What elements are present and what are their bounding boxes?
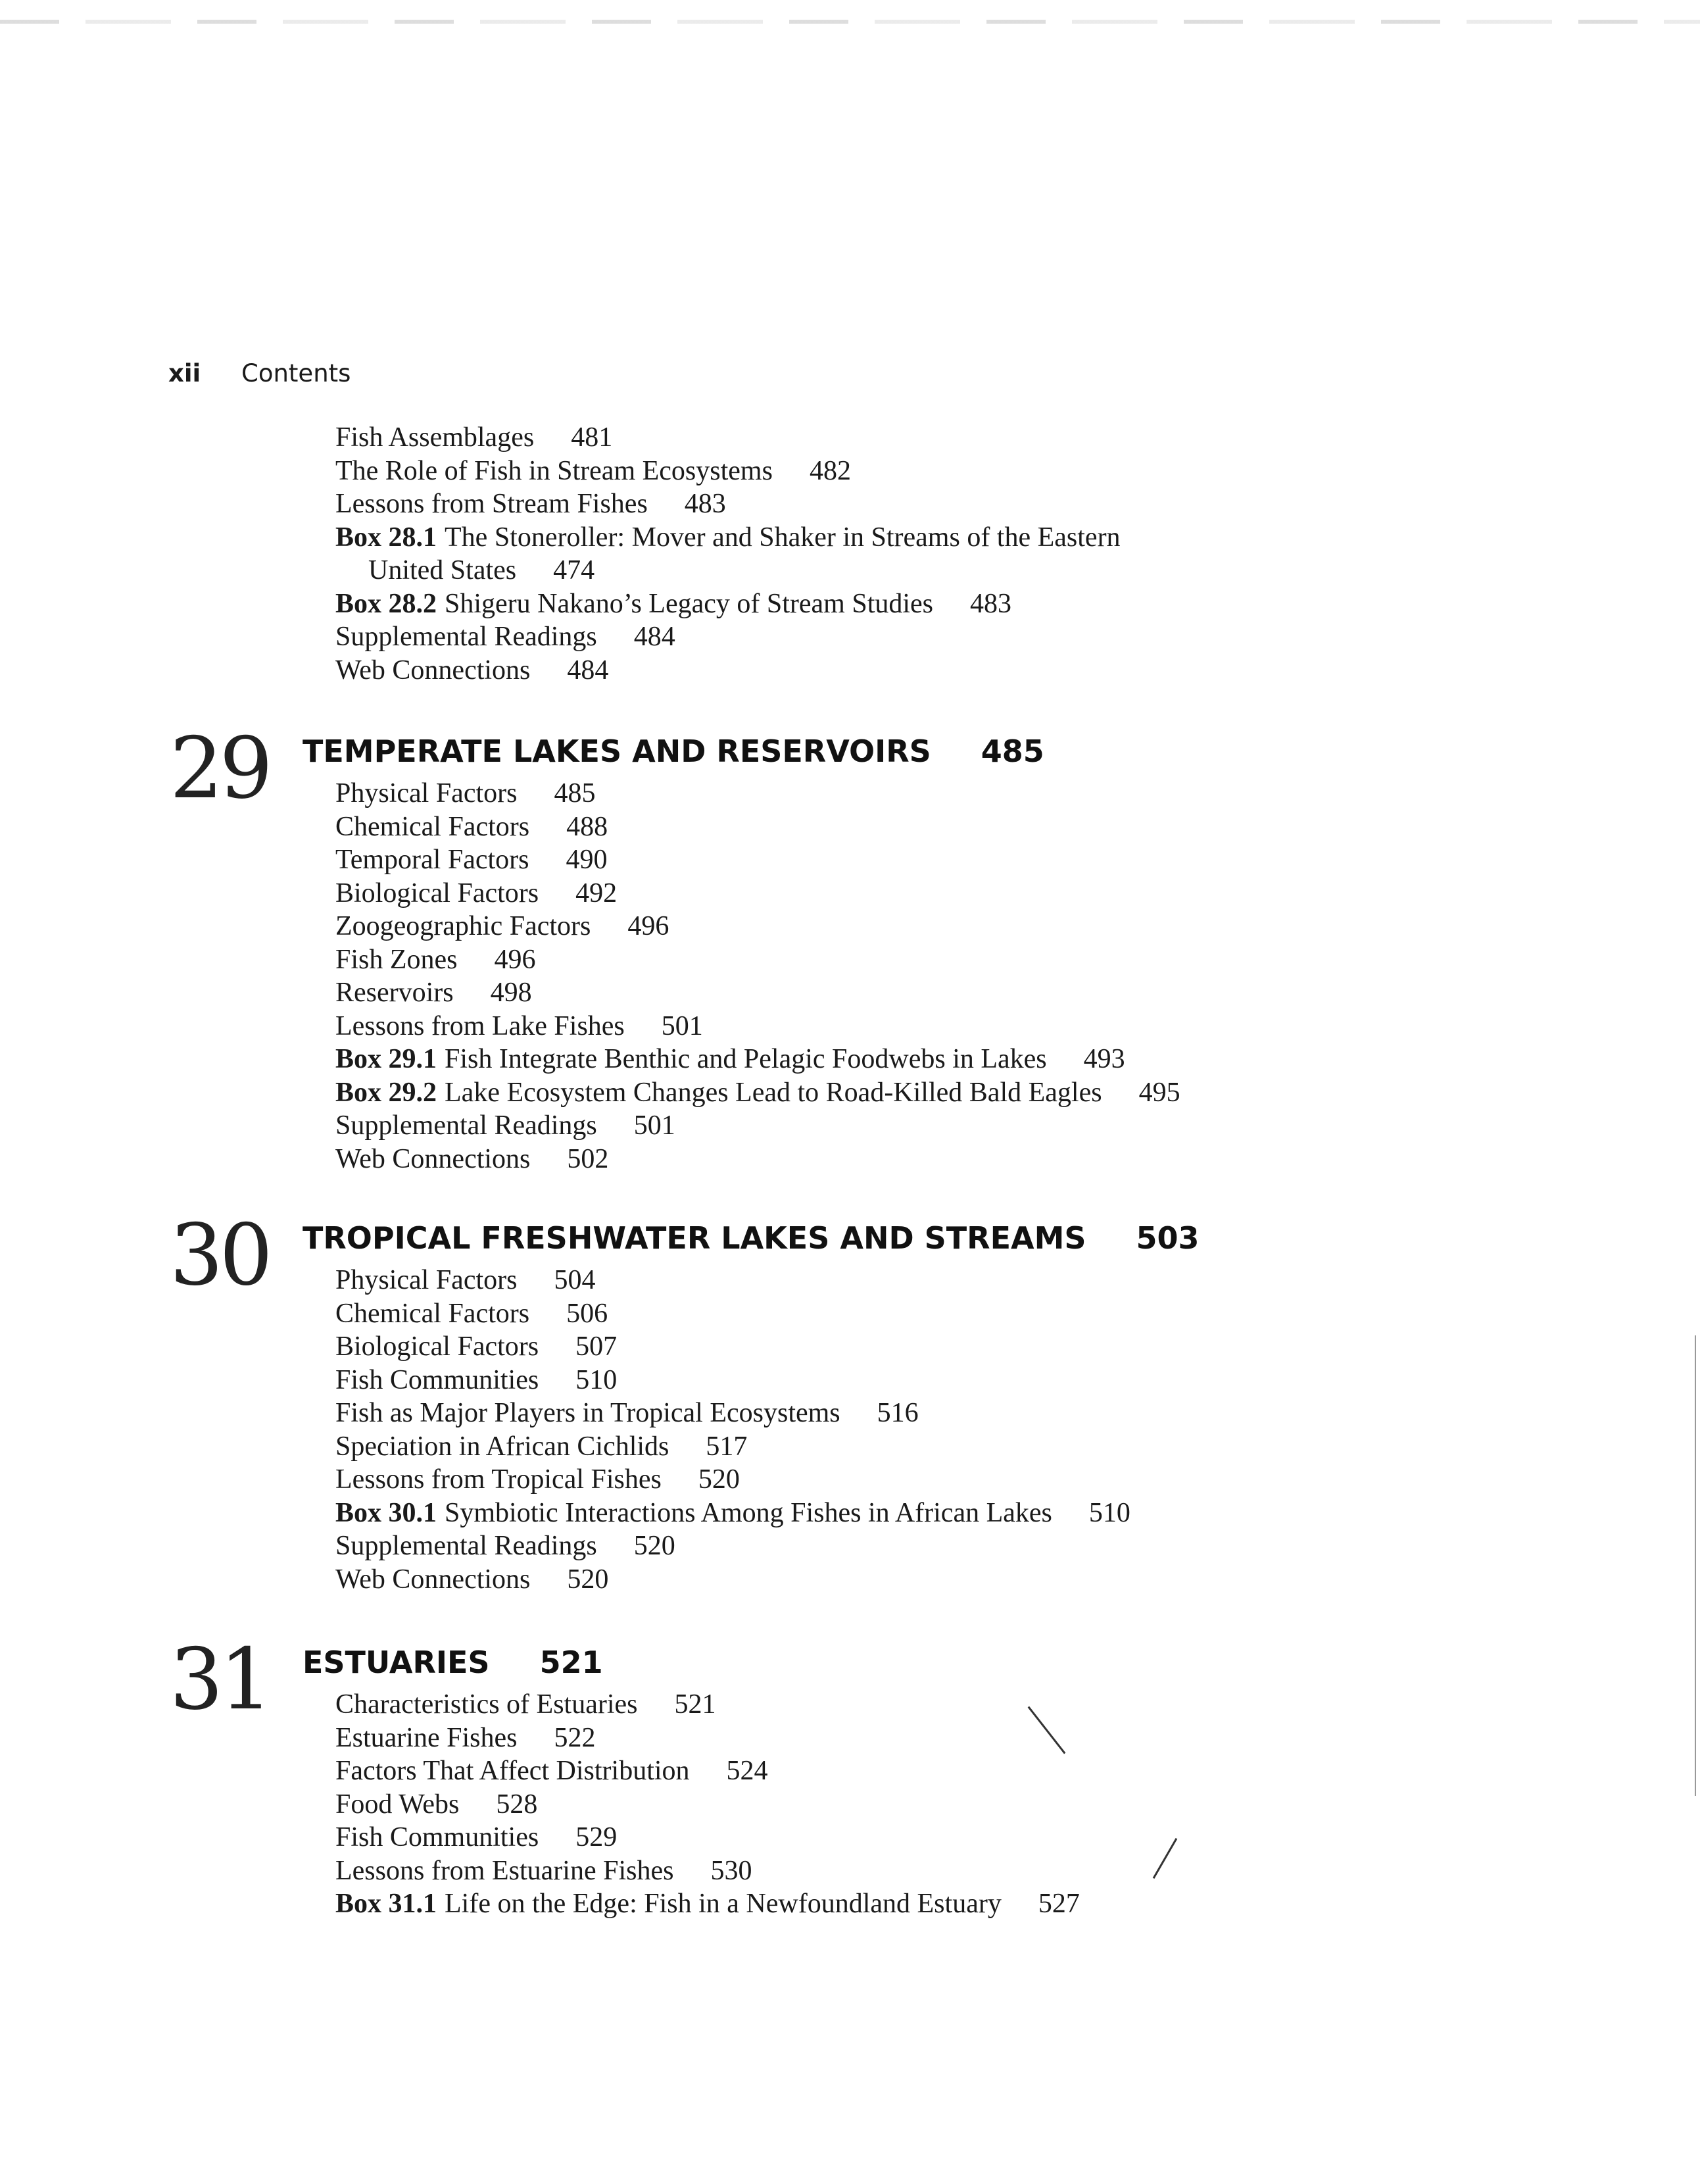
entry-page: 528 bbox=[496, 1789, 538, 1820]
intro-entry-list bbox=[335, 421, 1121, 687]
toc-entry[interactable] bbox=[335, 1529, 1130, 1563]
toc-entry[interactable] bbox=[335, 1143, 1180, 1176]
entry-title: The Stoneroller: Mover and Shaker in Streams of the Eastern bbox=[445, 522, 1121, 553]
entry-page: 520 bbox=[633, 1531, 675, 1561]
toc-entry[interactable] bbox=[335, 910, 1180, 943]
toc-entry[interactable] bbox=[335, 455, 1121, 488]
toc-entry[interactable] bbox=[335, 877, 1180, 910]
entry-title: Estuarine Fishes bbox=[335, 1722, 518, 1753]
chapter-title[interactable] bbox=[303, 1645, 603, 1680]
box-label: Box 28.1 bbox=[335, 522, 437, 553]
entry-page: 496 bbox=[494, 944, 536, 975]
toc-entry[interactable] bbox=[335, 654, 1121, 687]
entry-page: 530 bbox=[710, 1855, 752, 1886]
entry-page: 501 bbox=[661, 1010, 703, 1041]
entry-page: 493 bbox=[1083, 1044, 1125, 1074]
box-entry[interactable] bbox=[335, 1497, 1130, 1530]
entry-page: 481 bbox=[571, 422, 613, 453]
chapter-number: 29 bbox=[170, 720, 269, 818]
scan-edge-line bbox=[1695, 1335, 1696, 1796]
chapter-entry-list bbox=[335, 1264, 1130, 1596]
chapter-title[interactable] bbox=[303, 1220, 1200, 1256]
chapter-number: 31 bbox=[170, 1631, 269, 1729]
entry-page: 504 bbox=[554, 1265, 596, 1295]
entry-title: Fish Zones bbox=[335, 944, 458, 975]
entry-title: Fish Assemblages bbox=[335, 422, 535, 453]
chapter-page: 521 bbox=[539, 1645, 603, 1680]
entry-page: 484 bbox=[567, 655, 609, 685]
toc-entry[interactable] bbox=[335, 620, 1121, 654]
toc-entry[interactable] bbox=[335, 1297, 1130, 1331]
toc-entry[interactable] bbox=[335, 487, 1121, 521]
entry-title: Fish as Major Players in Tropical Ecosystems bbox=[335, 1398, 840, 1428]
box-label: Box 29.1 bbox=[335, 1044, 437, 1074]
entry-title: Chemical Factors bbox=[335, 811, 530, 842]
entry-title: Reservoirs bbox=[335, 978, 454, 1008]
toc-entry[interactable] bbox=[335, 1264, 1130, 1297]
scan-artifact-top bbox=[0, 20, 1700, 24]
entry-title: Fish Communities bbox=[335, 1364, 539, 1395]
entry-page: 496 bbox=[627, 911, 669, 941]
entry-title: Lessons from Estuarine Fishes bbox=[335, 1855, 674, 1886]
entry-page: 529 bbox=[575, 1822, 618, 1852]
entry-title: Fish Integrate Benthic and Pelagic Foodwebs in Lakes bbox=[445, 1044, 1047, 1074]
entry-page: 516 bbox=[877, 1398, 919, 1428]
entry-title: Shigeru Nakano’s Legacy of Stream Studies bbox=[445, 588, 934, 619]
toc-entry[interactable] bbox=[335, 810, 1180, 844]
entry-page: 502 bbox=[567, 1143, 609, 1174]
entry-page: 506 bbox=[566, 1298, 608, 1329]
entry-title: Food Webs bbox=[335, 1789, 460, 1820]
entry-title: Physical Factors bbox=[335, 778, 518, 808]
entry-page: 484 bbox=[633, 622, 675, 652]
entry-title: Biological Factors bbox=[335, 878, 539, 908]
box-entry[interactable] bbox=[335, 521, 1121, 587]
chapter-page: 503 bbox=[1136, 1220, 1200, 1256]
toc-entry[interactable] bbox=[335, 1821, 1080, 1854]
chapter-title-text: TROPICAL FRESHWATER LAKES AND STREAMS bbox=[303, 1220, 1086, 1256]
entry-page: 521 bbox=[674, 1689, 716, 1720]
entry-title: Chemical Factors bbox=[335, 1298, 530, 1329]
toc-entry[interactable] bbox=[335, 421, 1121, 455]
toc-entry[interactable] bbox=[335, 1010, 1180, 1043]
toc-entry[interactable] bbox=[335, 1754, 1080, 1788]
chapter-entry-list bbox=[335, 1688, 1080, 1921]
entry-title: Lessons from Lake Fishes bbox=[335, 1010, 625, 1041]
toc-entry[interactable] bbox=[335, 1430, 1130, 1464]
entry-page: 507 bbox=[575, 1331, 618, 1362]
toc-entry[interactable] bbox=[335, 1854, 1080, 1888]
box-label: Box 28.2 bbox=[335, 588, 437, 619]
box-label: Box 29.2 bbox=[335, 1077, 437, 1108]
intro-entries-block bbox=[335, 421, 1121, 687]
entry-page: 517 bbox=[706, 1431, 748, 1462]
box-label: Box 30.1 bbox=[335, 1497, 437, 1528]
toc-entry[interactable] bbox=[335, 1688, 1080, 1722]
entry-page: 524 bbox=[726, 1756, 768, 1786]
entry-page: 498 bbox=[490, 978, 532, 1008]
running-head bbox=[168, 359, 351, 387]
entry-page: 485 bbox=[554, 778, 596, 808]
entry-page: 474 bbox=[553, 555, 595, 585]
chapter-number: 30 bbox=[170, 1206, 269, 1304]
toc-entry[interactable] bbox=[335, 1364, 1130, 1397]
entry-page: 510 bbox=[575, 1364, 618, 1395]
entry-title: Zoogeographic Factors bbox=[335, 911, 591, 941]
entry-title: Lessons from Stream Fishes bbox=[335, 489, 648, 519]
entry-title: Factors That Affect Distribution bbox=[335, 1756, 690, 1786]
page-folio: xii bbox=[168, 359, 201, 387]
entry-page: 490 bbox=[566, 845, 608, 875]
entry-page: 488 bbox=[566, 811, 608, 842]
entry-title: Supplemental Readings bbox=[335, 1110, 597, 1141]
entry-title: Life on the Edge: Fish in a Newfoundland Estuary bbox=[445, 1889, 1002, 1919]
toc-entry[interactable] bbox=[335, 976, 1180, 1010]
entry-title: Biological Factors bbox=[335, 1331, 539, 1362]
entry-title: Web Connections bbox=[335, 1143, 531, 1174]
box-entry[interactable] bbox=[335, 587, 1121, 621]
chapter-title-text: TEMPERATE LAKES AND RESERVOIRS bbox=[303, 733, 931, 769]
toc-entry[interactable] bbox=[335, 1788, 1080, 1822]
toc-entry[interactable] bbox=[335, 1109, 1180, 1143]
entry-title: Lake Ecosystem Changes Lead to Road-Killed Bald Eagles bbox=[445, 1077, 1102, 1108]
toc-entry[interactable] bbox=[335, 1722, 1080, 1755]
chapter-title[interactable] bbox=[303, 733, 1044, 769]
entry-page: 483 bbox=[970, 588, 1012, 619]
chapter-page: 485 bbox=[981, 733, 1044, 769]
toc-entry[interactable] bbox=[335, 1397, 1130, 1430]
box-entry[interactable] bbox=[335, 1076, 1180, 1110]
entry-page: 522 bbox=[554, 1722, 596, 1753]
entry-page: 520 bbox=[567, 1564, 609, 1595]
toc-entry[interactable] bbox=[335, 943, 1180, 977]
entry-page: 483 bbox=[684, 489, 726, 519]
box-label: Box 31.1 bbox=[335, 1889, 437, 1919]
entry-page: 527 bbox=[1038, 1889, 1080, 1919]
entry-page: 482 bbox=[809, 455, 851, 486]
entry-title: Supplemental Readings bbox=[335, 1531, 597, 1561]
entry-page: 510 bbox=[1088, 1497, 1130, 1528]
running-head-title: Contents bbox=[241, 359, 351, 387]
entry-title: Lessons from Tropical Fishes bbox=[335, 1464, 662, 1495]
entry-title: Physical Factors bbox=[335, 1265, 518, 1295]
toc-entry[interactable] bbox=[335, 777, 1180, 810]
toc-entry[interactable] bbox=[335, 1463, 1130, 1497]
toc-entry[interactable] bbox=[335, 843, 1180, 877]
entry-title-continuation: United States 474 bbox=[368, 555, 595, 585]
entry-title: Temporal Factors bbox=[335, 845, 529, 875]
entry-title: Symbiotic Interactions Among Fishes in African Lakes bbox=[445, 1497, 1052, 1528]
entry-title: Web Connections bbox=[335, 1564, 531, 1595]
entry-title: Speciation in African Cichlids bbox=[335, 1431, 669, 1462]
chapter-entry-list bbox=[335, 777, 1180, 1176]
pen-mark bbox=[1153, 1838, 1178, 1879]
toc-entry[interactable] bbox=[335, 1330, 1130, 1364]
toc-entry[interactable] bbox=[335, 1563, 1130, 1597]
box-entry[interactable] bbox=[335, 1887, 1080, 1921]
entry-title: Supplemental Readings bbox=[335, 622, 597, 652]
chapter-title-text: ESTUARIES bbox=[303, 1645, 490, 1680]
entry-title: Web Connections bbox=[335, 655, 531, 685]
entry-page: 495 bbox=[1138, 1077, 1180, 1108]
box-entry[interactable] bbox=[335, 1043, 1180, 1076]
entry-page: 492 bbox=[575, 878, 618, 908]
entry-title: Characteristics of Estuaries bbox=[335, 1689, 638, 1720]
entry-page: 501 bbox=[633, 1110, 675, 1141]
entry-title: The Role of Fish in Stream Ecosystems bbox=[335, 455, 773, 486]
entry-title: Fish Communities bbox=[335, 1822, 539, 1852]
entry-page: 520 bbox=[698, 1464, 740, 1495]
